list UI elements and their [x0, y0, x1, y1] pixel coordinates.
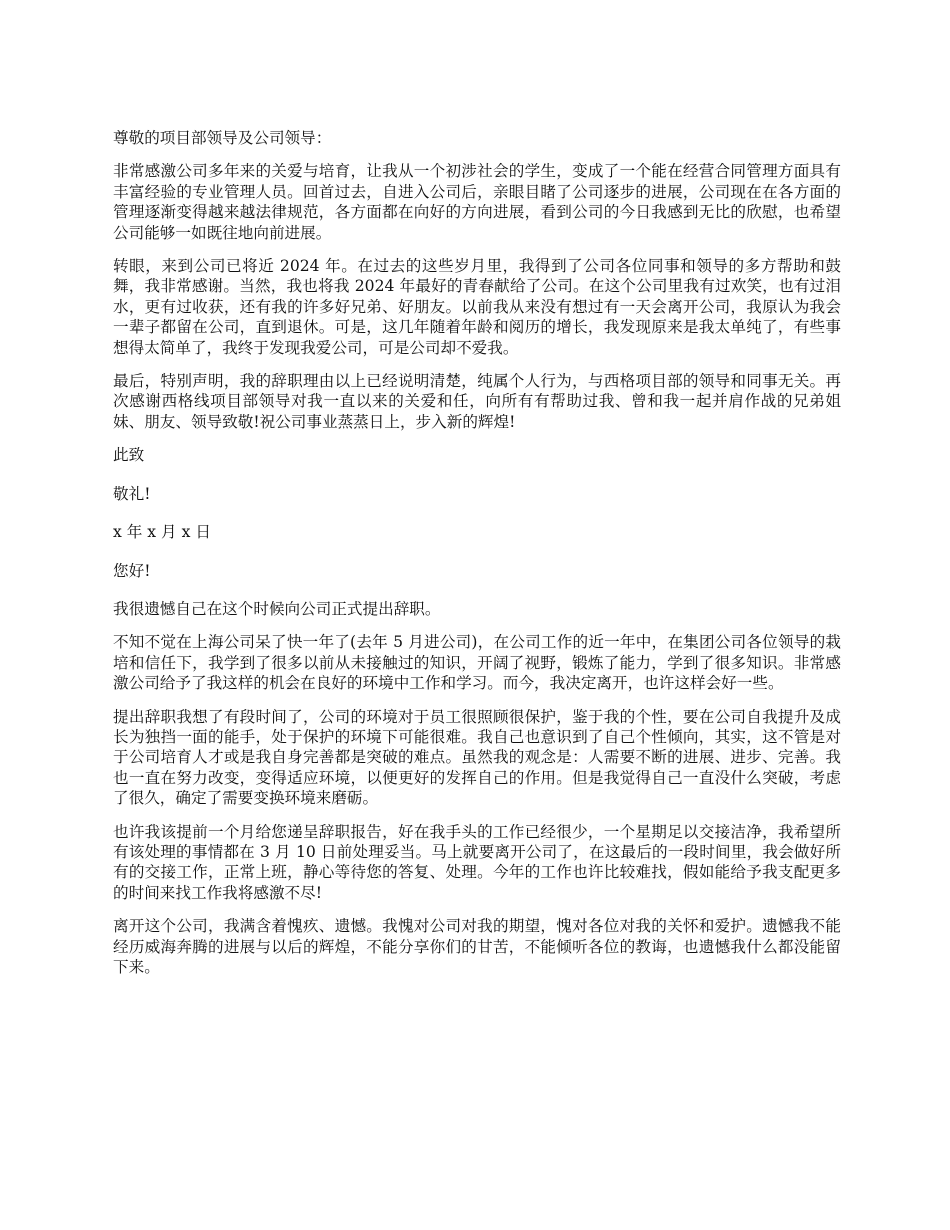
paragraph-declaration: 最后，特别声明，我的辞职理由以上已经说明清楚，纯属个人行为，与西格项目部的领导和同事无关。再次感谢西格线项目部领导对我一直以来的关爱和任，向所有有帮助过我、曾和我一起并肩作战的兄弟姐妹、朋友、领导致敬!祝公司事业蒸蒸日上，步入新的辉煌!	[113, 372, 841, 431]
closing-jingli: 敬礼!	[113, 484, 151, 503]
paragraph-gratitude: 非常感激公司多年来的关爱与培育，让我从一个初涉社会的学生，变成了一个能在经营合同管理方面具有丰富经验的专业管理人员。回首过去，自进入公司后，亲眼目睹了公司逐步的进展，公司现在在各方面的管理逐渐变得越来越法律规范，各方面都在向好的方向进展，看到公司的今日我感到无比的欣慰，也希望公司能够一如既往地向前进展。	[113, 162, 841, 242]
greeting: 您好!	[113, 561, 151, 580]
paragraph-resignation: 我很遗憾自己在这个时候向公司正式提出辞职。	[113, 599, 441, 618]
document-body	[113, 128, 841, 990]
paragraph-reasons: 提出辞职我想了有段时间了，公司的环境对于员工很照顾很保护，鉴于我的个性，要在公司自我提升及成长为独挡一面的能手，处于保护的环境下可能很难。我自己也意识到了自己个性倾向，其实，这不管是对于公司培育人才或是我自身完善都是突破的难点。虽然我的观念是：人需要不断的进展、进步、完善。我也一直在努力改变，变得适应环境，以便更好的发挥自己的作用。但是我觉得自己一直没什么突破，考虑了很久，确定了需要变换环境来磨砺。	[113, 707, 841, 808]
paragraph-years: 转眼，来到公司已将近 2024 年。在过去的这些岁月里，我得到了公司各位同事和领导的多方帮助和鼓舞，我非常感谢。当然，我也将我 2024 年最好的青春献给了公司。在这个公司里我有过欢笑，也有过泪水，更有过收获，还有我的许多好兄弟、好朋友。以前我从来没有想过有一天会离开公司，我原认为我会一辈子都留在公司，直到退休。可是，这几年随着年龄和阅历的增长，我发现原来是我太单纯了，有些事想得太简单了，我终于发现我爱公司，可是公司却不爱我。	[113, 257, 841, 357]
paragraph-shanghai: 不知不觉在上海公司呆了快一年了(去年 5 月进公司)，在公司工作的近一年中，在集团公司各位领导的栽培和信任下，我学到了很多以前从未接触过的知识，开阔了视野，锻炼了能力，学到了很多知识。非常感激公司给予了我这样的机会在良好的环境中工作和学习。而今，我决定离开，也许这样会好一些。	[113, 633, 841, 693]
salutation: 尊敬的项目部领导及公司领导：	[113, 129, 332, 147]
paragraph-regret: 离开这个公司，我满含着愧疚、遗憾。我愧对公司对我的期望，愧对各位对我的关怀和爱护。遗憾我不能经历威海奔腾的进展与以后的辉煌，不能分享你们的甘苦，不能倾听各位的教诲，也遗憾我什么都没能留下来。	[113, 917, 841, 976]
paragraph-handover: 也许我该提前一个月给您递呈辞职报告，好在我手头的工作已经很少，一个星期足以交接洁净，我希望所有该处理的事情都在 3 月 10 日前处理妥当。马上就要离开公司了，在这最后的一段时间里，我会做好所有的交接工作，正常上班，静心等待您的答复、处理。今年的工作也许比较难找，假如能给予我支配更多的时间来找工作我将感激不尽!	[113, 822, 841, 902]
closing-cizhi: 此致	[113, 446, 145, 465]
date-line: x 年 x 月 x 日	[113, 523, 211, 542]
